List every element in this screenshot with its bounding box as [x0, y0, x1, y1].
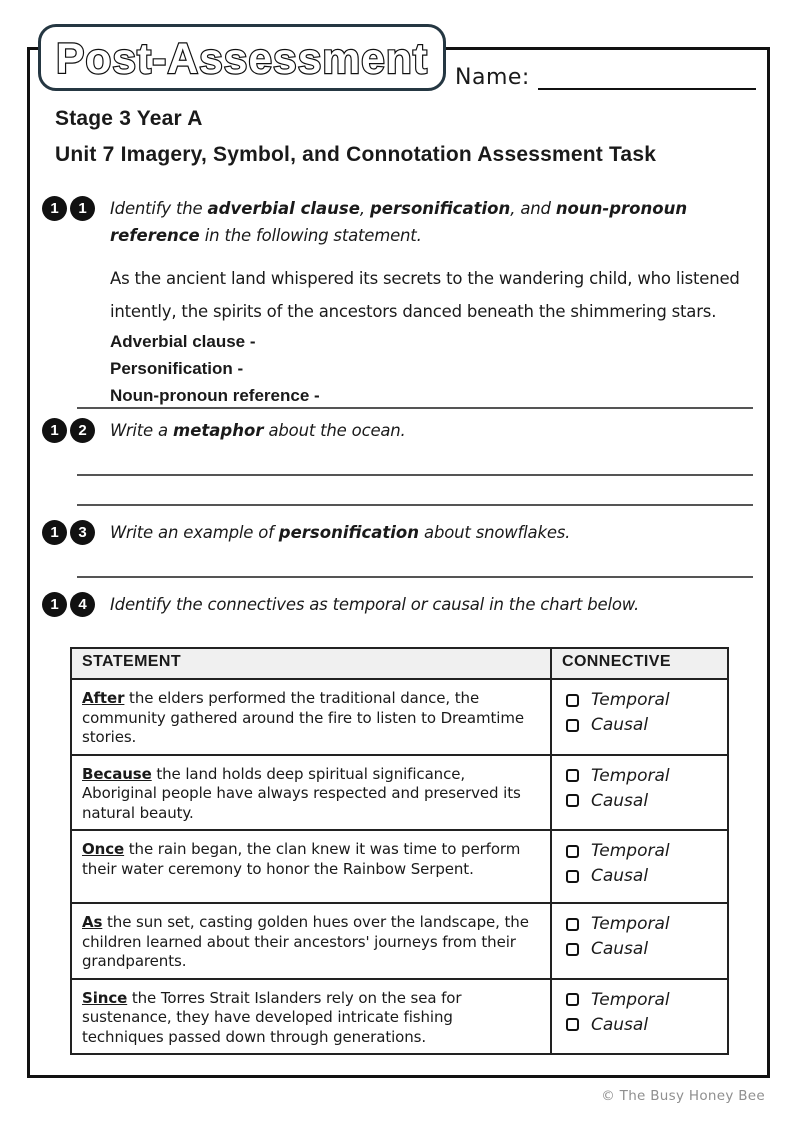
causal-checkbox[interactable]: [566, 719, 579, 732]
temporal-option: [566, 766, 727, 786]
name-field-row: [455, 64, 756, 90]
name-input-line[interactable]: [538, 64, 756, 90]
question-1-1-passage: As the ancient land whispered its secrets to the wandering child, who listened intently, the spirits of the ancestors danced beneath the shimmering stars.: [110, 269, 740, 321]
answer-label-adverbial-clause: Adverbial clause -: [110, 332, 256, 351]
temporal-option: [566, 990, 727, 1010]
statement-cell: As the sun set, casting golden hues over the landscape, the children learned about their ancestors' journeys from their grandparents.: [71, 903, 551, 979]
question-1-1-badge: [42, 196, 95, 221]
temporal-checkbox[interactable]: [566, 845, 579, 858]
connective-column-header: CONNECTIVE: [551, 648, 728, 679]
temporal-option: [566, 690, 727, 710]
connectives-table: [70, 647, 729, 1055]
statement-cell: Since the Torres Strait Islanders rely on the sea for sustenance, they have developed intricate fishing techniques passed down through generations.: [71, 979, 551, 1055]
statement-cell: Once the rain began, the clan knew it was time to perform their water ceremony to honor the Rainbow Serpent.: [71, 830, 551, 903]
connective-cell: [551, 979, 728, 1055]
section-divider-line: [77, 407, 753, 409]
connective-cell: [551, 830, 728, 903]
unit-heading: Unit 7 Imagery, Symbol, and Connotation Assessment Task: [55, 143, 657, 166]
question-number-circle: 1: [42, 520, 67, 545]
table-header-row: [71, 648, 728, 679]
question-number-circle: 1: [70, 196, 95, 221]
answer-label-noun-pronoun: Noun-pronoun reference -: [110, 386, 320, 405]
causal-option: [566, 1015, 727, 1035]
causal-label: Causal: [591, 715, 649, 735]
connective-cell: [551, 903, 728, 979]
question-number-circle: 1: [42, 196, 67, 221]
answer-line[interactable]: [77, 474, 753, 476]
question-1-1-prompt: Identify the adverbial clause, personification, and noun-pronoun reference in the following statement.: [110, 199, 688, 246]
question-1-2-prompt: Write a metaphor about the ocean.: [110, 421, 406, 440]
temporal-label: Temporal: [591, 765, 670, 786]
connective-cell: [551, 755, 728, 831]
causal-label: Causal: [591, 866, 649, 886]
table-row: [71, 903, 728, 979]
temporal-checkbox[interactable]: [566, 769, 579, 782]
table-row: [71, 755, 728, 831]
question-1-3-prompt: Write an example of personification about snowflakes.: [110, 523, 571, 542]
stage-heading: Stage 3 Year A: [55, 107, 203, 130]
title-bubble-text: [44, 29, 440, 87]
causal-checkbox[interactable]: [566, 943, 579, 956]
temporal-checkbox[interactable]: [566, 694, 579, 707]
table-row: [71, 679, 728, 755]
causal-option: [566, 791, 727, 811]
question-number-circle: 3: [70, 520, 95, 545]
statement-cell: After the elders performed the traditional dance, the community gathered around the fire to listen to Dreamtime stories.: [71, 679, 551, 755]
question-1-1-answer-labels: [110, 328, 320, 409]
table-row: [71, 830, 728, 903]
question-1-4-badge: [42, 592, 95, 617]
table-row: [71, 979, 728, 1055]
answer-label-personification: Personification -: [110, 359, 244, 378]
question-1-4-prompt: Identify the connectives as temporal or causal in the chart below.: [110, 595, 640, 614]
temporal-checkbox[interactable]: [566, 918, 579, 931]
causal-label: Causal: [591, 939, 649, 959]
causal-checkbox[interactable]: [566, 794, 579, 807]
causal-option: [566, 715, 727, 735]
causal-option: [566, 866, 727, 886]
question-1-2-badge: [42, 418, 95, 443]
answer-line[interactable]: [77, 504, 753, 506]
title-banner: [38, 24, 446, 91]
question-number-circle: 1: [42, 418, 67, 443]
question-1-3-badge: [42, 520, 95, 545]
copyright-credit: © The Busy Honey Bee: [601, 1088, 765, 1104]
causal-checkbox[interactable]: [566, 1018, 579, 1031]
causal-label: Causal: [591, 790, 649, 811]
name-label: Name:: [455, 65, 530, 90]
statement-column-header: STATEMENT: [71, 648, 551, 679]
temporal-option: [566, 914, 727, 934]
temporal-label: Temporal: [591, 690, 670, 710]
question-number-circle: 1: [42, 592, 67, 617]
temporal-option: [566, 841, 727, 861]
statement-cell: Because the land holds deep spiritual significance, Aboriginal people have always respected and preserved its natural beauty.: [71, 755, 551, 831]
temporal-checkbox[interactable]: [566, 993, 579, 1006]
causal-label: Causal: [591, 1014, 649, 1035]
connective-cell: [551, 679, 728, 755]
question-number-circle: 2: [70, 418, 95, 443]
causal-checkbox[interactable]: [566, 870, 579, 883]
question-number-circle: 4: [70, 592, 95, 617]
answer-line[interactable]: [77, 576, 753, 578]
temporal-label: Temporal: [591, 989, 670, 1010]
temporal-label: Temporal: [591, 914, 670, 934]
page-title: Post-Assessment: [56, 34, 428, 83]
causal-option: [566, 939, 727, 959]
temporal-label: Temporal: [591, 841, 670, 861]
